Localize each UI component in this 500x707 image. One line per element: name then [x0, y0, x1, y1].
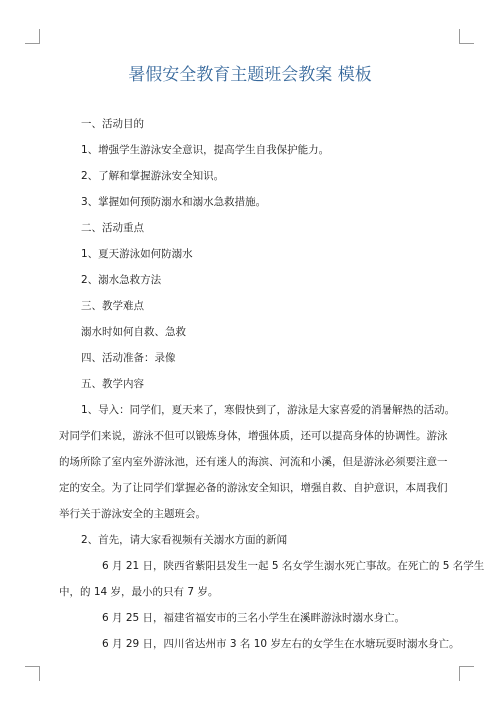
section-heading-purpose: 一、活动目的: [81, 118, 144, 130]
document-body: [59, 111, 485, 657]
crop-mark-bottom-right: [459, 666, 474, 681]
section-heading-focus: 二、活动重点: [81, 222, 144, 234]
news-item-1-line-2: 中，的 14 岁，最小的只有 7 岁。: [59, 586, 219, 598]
section-heading-content: 五、教学内容: [81, 378, 144, 390]
purpose-item-2: 2、了解和掌握游泳安全知识。: [81, 170, 225, 182]
intro-paragraph: [59, 397, 456, 527]
document-title: 暑假安全教育主题班会教案 模板: [128, 65, 372, 85]
section-heading-preparation: 四、活动准备：录像: [81, 352, 176, 364]
news-item-3: 6 月 29 日，四川省达州市 3 名 10 岁左右的女学生在水塘玩耍时溺水身亡。: [102, 638, 460, 650]
section-heading-difficulty: 三、教学难点: [81, 300, 144, 312]
crop-mark-bottom-left: [25, 666, 40, 681]
crop-mark-top-left: [25, 29, 40, 44]
purpose-item-1: 1、增强学生游泳安全意识，提高学生自我保护能力。: [81, 144, 330, 156]
intro-line-4: 定的安全。为了让同学们掌握必备的游泳安全知识，增强自救、自护意识，本周我们: [59, 482, 448, 494]
intro-line-3: 的场所除了室内室外游泳池，还有迷人的海滨、河流和小溪，但是游泳必须要注意一: [59, 456, 448, 468]
intro-line-2: 对同学们来说，游泳不但可以锻炼身体，增强体质，还可以提高身体的协调性。游泳: [59, 430, 448, 442]
focus-item-2: 2、溺水急救方法: [81, 274, 162, 286]
news-item-1-line-1: 6 月 21 日，陕西省紫阳县发生一起 5 名女学生溺水死亡事故。在死亡的 5 名学生: [102, 560, 485, 572]
difficulty-item: 溺水时如何自救、急救: [81, 326, 186, 338]
intro-line-1: 1、导入：同学们，夏天来了，寒假快到了，游泳是大家喜爱的消暑解热的活动。: [81, 404, 456, 416]
crop-mark-top-right: [459, 29, 474, 44]
news-intro: 2、首先，请大家看视频有关溺水方面的新闻: [81, 534, 288, 546]
focus-item-1: 1、夏天游泳如何防溺水: [81, 248, 193, 260]
purpose-item-3: 3、掌握如何预防溺水和溺水急救措施。: [81, 196, 267, 208]
news-item-1: [59, 553, 485, 605]
news-item-2: 6 月 25 日，福建省福安市的三名小学生在溪畔游泳时溺水身亡。: [102, 612, 406, 624]
intro-line-5: 举行关于游泳安全的主题班会。: [59, 508, 206, 520]
